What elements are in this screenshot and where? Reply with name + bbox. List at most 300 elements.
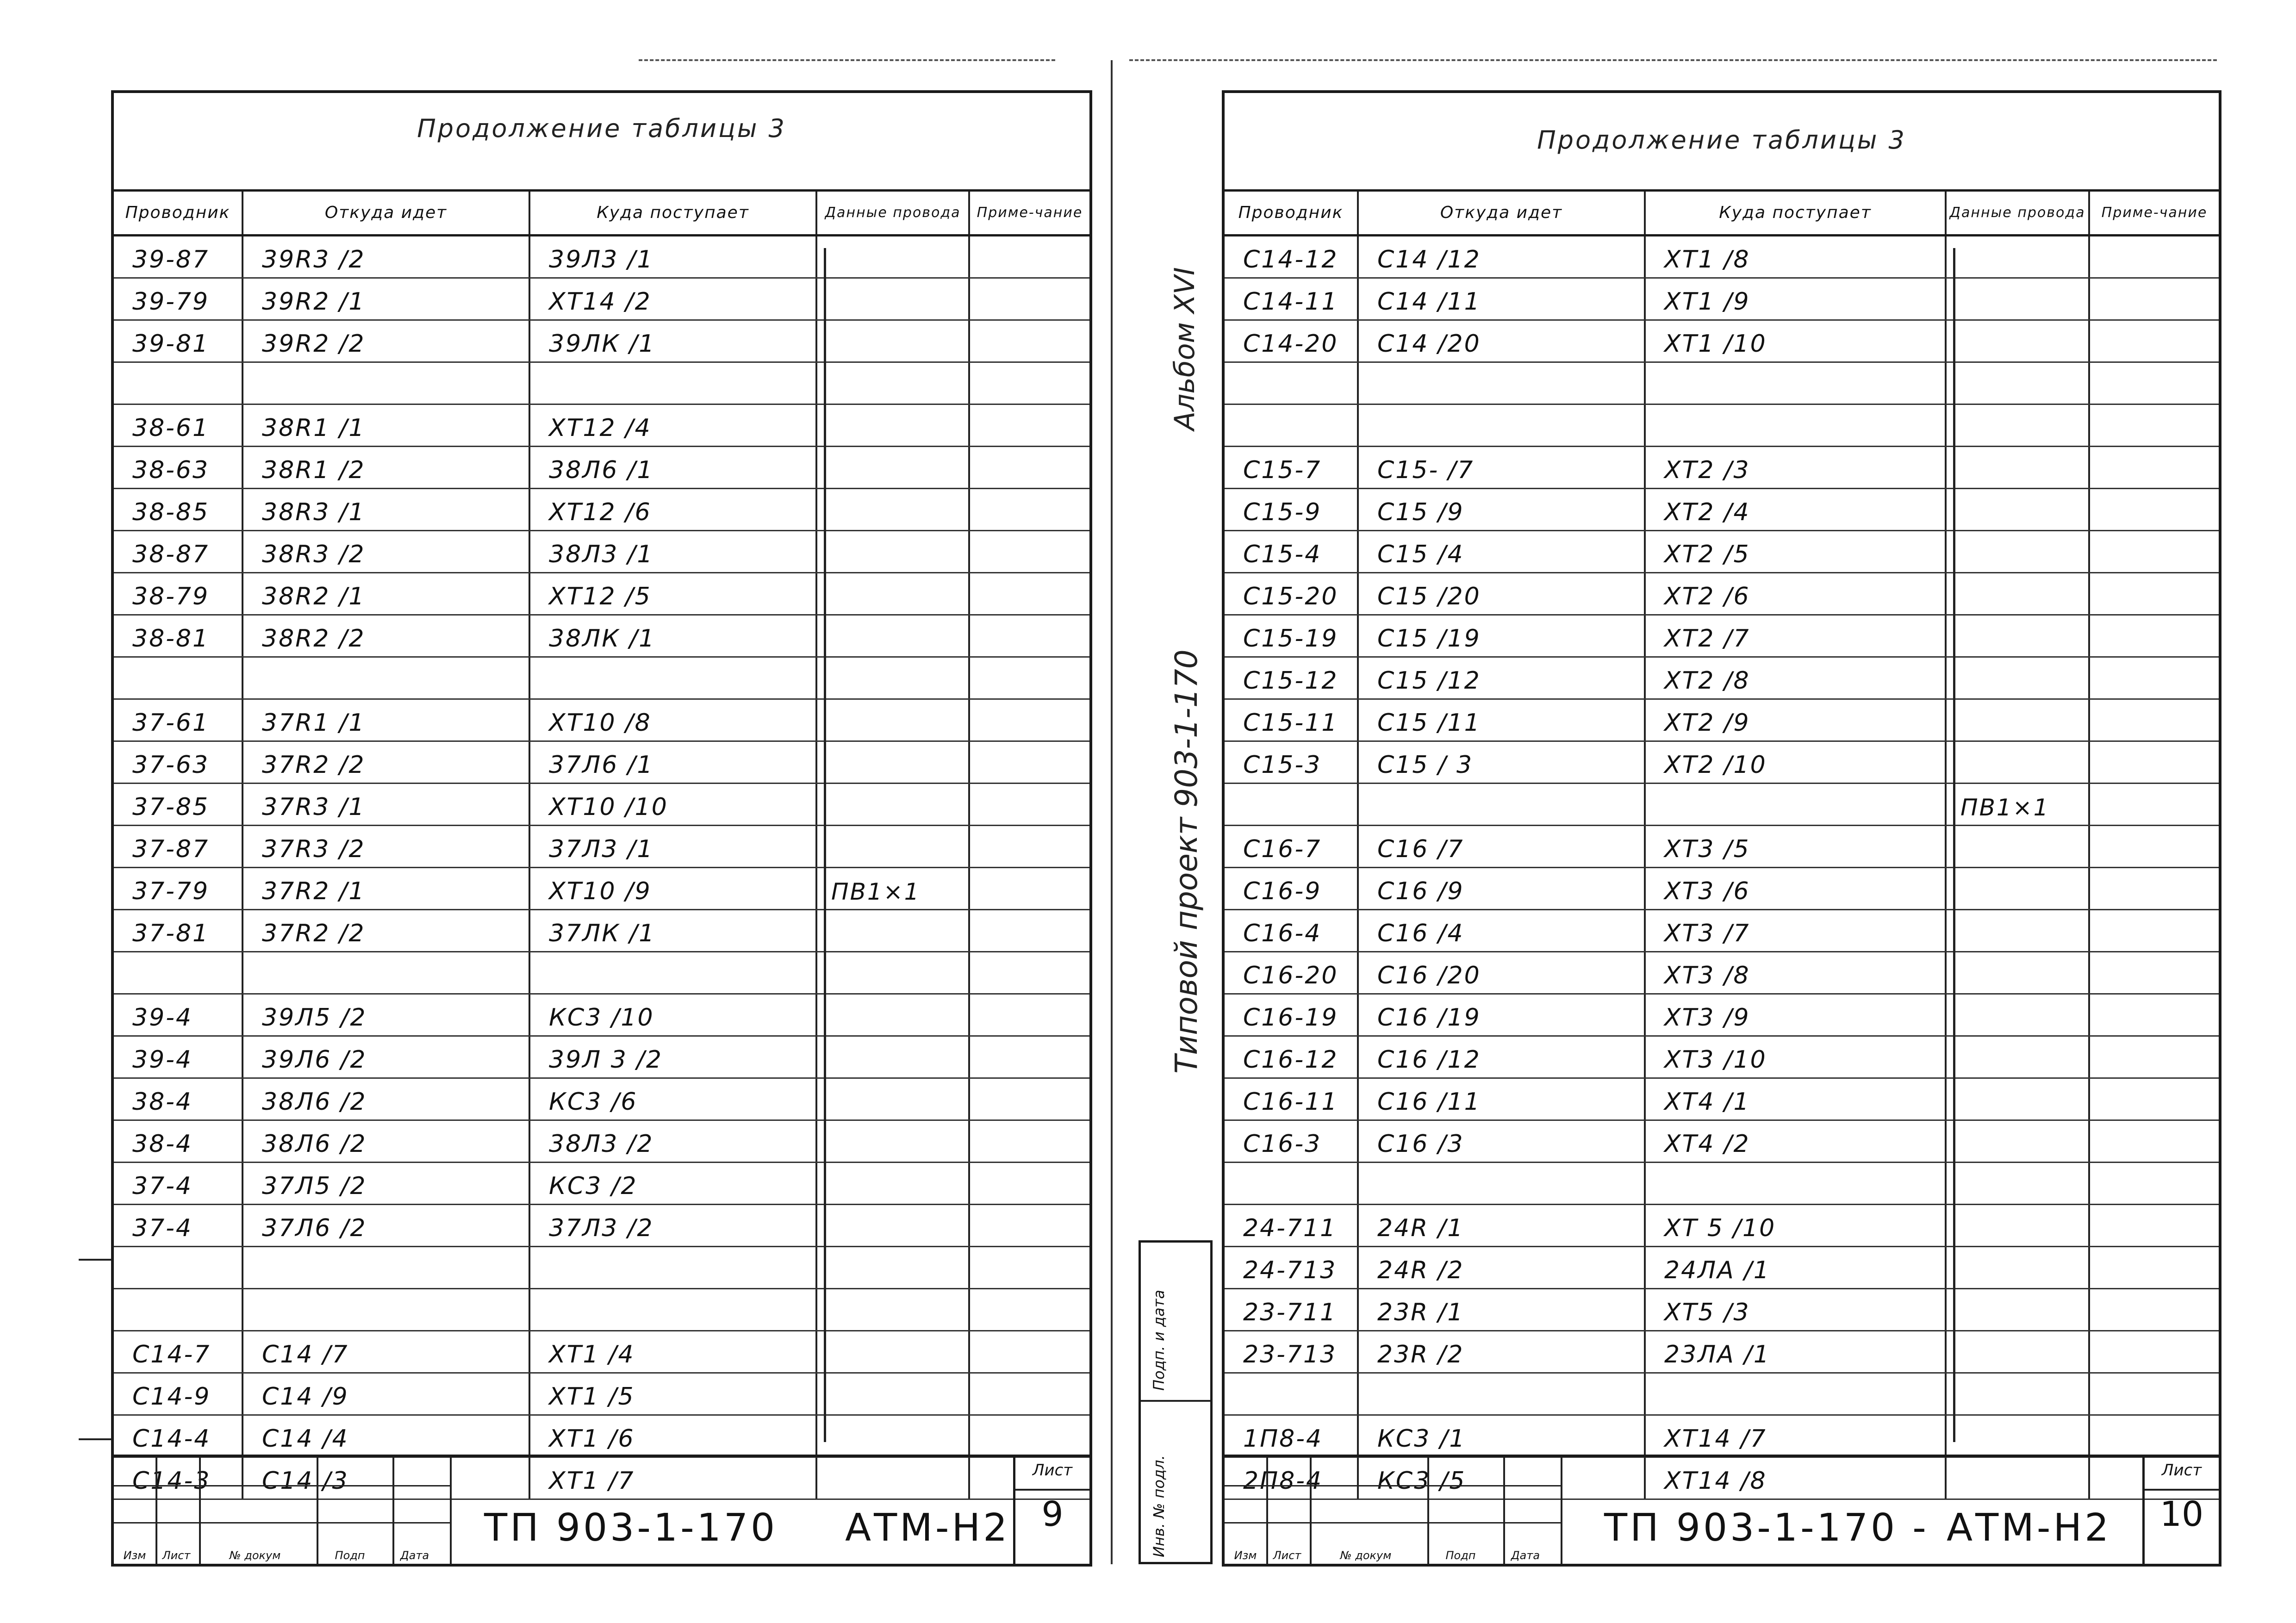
cell-to: ХТ12 /5	[530, 573, 817, 614]
stamp-label: Подп	[335, 1549, 365, 1562]
cell-from: С16 /19	[1359, 995, 1646, 1035]
cell-from: 39Л6 /2	[243, 1037, 530, 1077]
cell-from: 37Л6 /2	[243, 1205, 530, 1246]
document-code: АТМ-Н2	[845, 1506, 1010, 1550]
cell-from: С14 /7	[243, 1331, 530, 1372]
cell-from: 23R /2	[1359, 1331, 1646, 1372]
cell-to: 24ЛА /1	[1646, 1247, 1947, 1288]
page-fold-line	[1111, 60, 1113, 1564]
cell-note	[970, 826, 1089, 867]
header-wire: Проводник	[114, 192, 243, 234]
cell-wire-data	[1947, 1416, 2090, 1456]
cell-wire: 38-87	[114, 531, 243, 572]
cell-to: 37Л3 /1	[530, 826, 817, 867]
cell-to: ХТ1 /7	[530, 1458, 817, 1499]
cell-from	[1359, 1163, 1646, 1204]
cell-from	[1359, 363, 1646, 404]
sheet-number-box	[1013, 1457, 1089, 1564]
table-row	[1225, 447, 2219, 489]
table-row	[114, 1374, 1089, 1416]
cell-from	[243, 952, 530, 993]
cell-to: ХТ3 /7	[1646, 910, 1947, 951]
header-wire: Проводник	[1225, 192, 1359, 234]
cell-to: КС3 /10	[530, 995, 817, 1035]
stamp-label: Изм	[123, 1549, 146, 1562]
header-note: Приме-чание	[977, 205, 1083, 221]
cell-to: ХТ1 /9	[1646, 279, 1947, 319]
cell-from: С15 / 3	[1359, 742, 1646, 783]
cell-to: ХТ2 /6	[1646, 573, 1947, 614]
table-row	[114, 1163, 1089, 1205]
cell-from: КС3 /1	[1359, 1416, 1646, 1456]
table-row	[114, 826, 1089, 868]
cell-wire	[1225, 1374, 1359, 1414]
cell-to: ХТ1 /5	[530, 1374, 817, 1414]
cell-to: ХТ1 /10	[1646, 321, 1947, 361]
cell-from: 38Л6 /2	[243, 1079, 530, 1119]
stamp-label: № докум	[229, 1549, 281, 1562]
cell-from: С16 /9	[1359, 868, 1646, 909]
cell-wire-data	[817, 1374, 970, 1414]
cell-wire: 39-4	[114, 1037, 243, 1077]
cell-wire-data	[1947, 742, 2090, 783]
cell-from: С16 /12	[1359, 1037, 1646, 1077]
cell-wire: 39-87	[114, 236, 243, 277]
cell-wire: 37-81	[114, 910, 243, 951]
cell-from: 38R3 /2	[243, 531, 530, 572]
cell-from: 38R1 /2	[243, 447, 530, 488]
table-row	[114, 447, 1089, 489]
table-row	[114, 1121, 1089, 1163]
table-row	[114, 1205, 1089, 1247]
cell-wire-data	[1947, 616, 2090, 656]
cell-to: 38Л6 /1	[530, 447, 817, 488]
cell-to: КС3 /2	[530, 1163, 817, 1204]
cell-to: 39ЛК /1	[530, 321, 817, 361]
cell-wire-data	[817, 1205, 970, 1246]
cell-to	[530, 952, 817, 993]
cell-wire: С15-4	[1225, 531, 1359, 572]
cell-wire-data	[1947, 658, 2090, 698]
cell-wire-data	[1947, 952, 2090, 993]
table-row	[1225, 363, 2219, 405]
table-body	[114, 236, 1089, 1500]
cell-to	[1646, 405, 1947, 446]
cell-wire: 38-4	[114, 1079, 243, 1119]
cell-note	[970, 910, 1089, 951]
cell-to	[530, 1289, 817, 1330]
cell-note	[970, 868, 1089, 909]
cell-from	[243, 363, 530, 404]
cell-wire-data	[817, 658, 970, 698]
cell-from: 38R2 /2	[243, 616, 530, 656]
cell-wire-data	[817, 1079, 970, 1119]
cell-wire-data	[817, 784, 970, 825]
cell-wire-data	[1947, 1079, 2090, 1119]
cell-note	[970, 1374, 1089, 1414]
cell-from: С15 /4	[1359, 531, 1646, 572]
cell-note	[2090, 910, 2219, 951]
sheet-10	[1222, 90, 2221, 1567]
stamp-label: Лист	[1273, 1549, 1301, 1562]
table-row	[1225, 1289, 2219, 1331]
cell-wire-data	[817, 531, 970, 572]
cell-wire: 23-713	[1225, 1331, 1359, 1372]
table-row	[114, 236, 1089, 279]
cell-to: ХТ2 /9	[1646, 700, 1947, 740]
cell-from	[1359, 1374, 1646, 1414]
sheet-label: Лист	[1015, 1461, 1089, 1491]
cell-wire	[114, 952, 243, 993]
table-row	[1225, 236, 2219, 279]
cell-note	[2090, 447, 2219, 488]
revision-grid	[114, 1457, 452, 1564]
cell-wire-data	[1947, 573, 2090, 614]
cell-note	[970, 1037, 1089, 1077]
cell-wire-data	[817, 1331, 970, 1372]
cell-note	[2090, 700, 2219, 740]
cell-wire-data	[817, 363, 970, 404]
cell-wire-data	[1947, 363, 2090, 404]
table-row	[1225, 573, 2219, 616]
cell-from	[1359, 405, 1646, 446]
cell-from: 39R2 /2	[243, 321, 530, 361]
cell-wire: С14-3	[114, 1458, 243, 1499]
cell-note	[970, 1079, 1089, 1119]
cell-note	[970, 742, 1089, 783]
cell-note	[2090, 742, 2219, 783]
cell-to: ХТ4 /1	[1646, 1079, 1947, 1119]
cell-wire-data	[1947, 910, 2090, 951]
cell-wire: С16-3	[1225, 1121, 1359, 1162]
cell-wire-data	[1947, 1121, 2090, 1162]
cell-note	[2090, 279, 2219, 319]
cell-to: ХТ5 /3	[1646, 1289, 1947, 1330]
stamp-label: Подп	[1445, 1549, 1476, 1562]
header-note: Приме-чание	[2101, 205, 2208, 221]
cell-wire: 37-61	[114, 700, 243, 740]
cell-wire: 2П8-4	[1225, 1458, 1359, 1499]
cell-from: С14 /4	[243, 1416, 530, 1456]
table-row	[114, 1037, 1089, 1079]
cell-from: 37R1 /1	[243, 700, 530, 740]
cell-note	[970, 447, 1089, 488]
cell-wire: 37-63	[114, 742, 243, 783]
cell-note	[970, 1121, 1089, 1162]
stamp-label: Лист	[162, 1549, 191, 1562]
cell-note	[2090, 321, 2219, 361]
cell-to: ХТ14 /2	[530, 279, 817, 319]
cell-wire	[1225, 784, 1359, 825]
cell-to: ХТ 5 /10	[1646, 1205, 1947, 1246]
stamp-label: Дата	[1511, 1549, 1540, 1562]
cell-to: ХТ14 /8	[1646, 1458, 1947, 1499]
table-header	[1225, 192, 2219, 236]
cell-to	[1646, 1163, 1947, 1204]
document-designation: ТП 903-1-170 -	[1604, 1506, 1929, 1550]
cell-wire: С15-3	[1225, 742, 1359, 783]
cell-wire: С16-7	[1225, 826, 1359, 867]
stamp-label: № докум	[1340, 1549, 1392, 1562]
table-row	[1225, 1374, 2219, 1416]
cell-note	[970, 700, 1089, 740]
album-caption: Альбом XVI	[1169, 267, 1201, 430]
cell-wire: С15-7	[1225, 447, 1359, 488]
table-row	[114, 531, 1089, 573]
cell-wire-data	[1947, 826, 2090, 867]
cell-from: С15- /7	[1359, 447, 1646, 488]
table-row	[1225, 616, 2219, 658]
cell-wire: 38-61	[114, 405, 243, 446]
cell-note	[970, 1331, 1089, 1372]
cell-to: ХТ12 /6	[530, 489, 817, 530]
cell-to: ХТ10 /10	[530, 784, 817, 825]
cell-wire-data	[1947, 995, 2090, 1035]
cell-from	[243, 658, 530, 698]
cell-note	[2090, 363, 2219, 404]
cell-wire: С16-20	[1225, 952, 1359, 993]
cell-note	[970, 995, 1089, 1035]
cell-from: С14 /12	[1359, 236, 1646, 277]
cell-from: С16 /11	[1359, 1079, 1646, 1119]
header-wire-data: Данные провода	[817, 192, 970, 234]
cell-to: ХТ14 /7	[1646, 1416, 1947, 1456]
cell-wire-data	[1947, 236, 2090, 277]
cell-to	[1646, 363, 1947, 404]
table-row	[114, 910, 1089, 952]
cell-wire	[114, 1289, 243, 1330]
table-row	[1225, 321, 2219, 363]
strip-label-inv-number: Инв. № подл.	[1150, 1455, 1168, 1557]
cell-wire: С15-19	[1225, 616, 1359, 656]
cell-wire: 39-4	[114, 995, 243, 1035]
stamp-label: Дата	[400, 1549, 429, 1562]
cell-from: С16 /7	[1359, 826, 1646, 867]
cell-note	[970, 952, 1089, 993]
table-row	[1225, 1247, 2219, 1289]
cell-to	[1646, 1374, 1947, 1414]
table-row	[114, 363, 1089, 405]
cell-to: ХТ3 /6	[1646, 868, 1947, 909]
cell-wire: С15-9	[1225, 489, 1359, 530]
sheet-label: Лист	[2145, 1461, 2219, 1491]
cell-wire-data	[1947, 1163, 2090, 1204]
table-header	[114, 192, 1089, 236]
cell-note	[970, 573, 1089, 614]
cell-note	[2090, 995, 2219, 1035]
cell-to: ХТ2 /3	[1646, 447, 1947, 488]
cell-note	[2090, 1247, 2219, 1288]
cell-to: 37Л3 /2	[530, 1205, 817, 1246]
cell-to: ХТ2 /5	[1646, 531, 1947, 572]
cell-to: ХТ1 /4	[530, 1331, 817, 1372]
table-row	[114, 1289, 1089, 1331]
cell-note	[2090, 1374, 2219, 1414]
cell-wire-data	[817, 1247, 970, 1288]
cell-to: ХТ10 /9	[530, 868, 817, 909]
cell-note	[970, 1205, 1089, 1246]
cell-wire-data	[1947, 531, 2090, 572]
cell-wire-data	[817, 489, 970, 530]
cell-wire: 37-85	[114, 784, 243, 825]
cell-note	[2090, 531, 2219, 572]
cell-to: 38Л3 /2	[530, 1121, 817, 1162]
cell-from: С15 /9	[1359, 489, 1646, 530]
table-row	[1225, 868, 2219, 910]
cell-from	[243, 1247, 530, 1288]
cell-to: ХТ4 /2	[1646, 1121, 1947, 1162]
cell-to: ХТ2 /4	[1646, 489, 1947, 530]
cell-note	[970, 616, 1089, 656]
cell-note	[970, 489, 1089, 530]
cell-wire-data	[1947, 447, 2090, 488]
cell-from: 24R /1	[1359, 1205, 1646, 1246]
cell-note	[2090, 1289, 2219, 1330]
cell-to: ХТ2 /8	[1646, 658, 1947, 698]
cell-note	[970, 1289, 1089, 1330]
cell-note	[2090, 1037, 2219, 1077]
cell-wire: 38-81	[114, 616, 243, 656]
sheet-number: 9	[1041, 1494, 1064, 1534]
cell-wire-data	[817, 279, 970, 319]
table-row	[114, 1247, 1089, 1289]
cell-to: 39Л 3 /2	[530, 1037, 817, 1077]
cell-note	[2090, 1163, 2219, 1204]
cell-wire: С16-9	[1225, 868, 1359, 909]
sheet-number-box	[2142, 1457, 2219, 1564]
table-continuation-title: Продолжение таблицы 3	[1537, 125, 1906, 155]
cell-wire: С15-11	[1225, 700, 1359, 740]
cell-wire-data	[1947, 321, 2090, 361]
table-row	[114, 742, 1089, 784]
cell-wire-data	[817, 1416, 970, 1456]
cell-wire: С14-7	[114, 1331, 243, 1372]
header-to: Куда поступает	[530, 192, 817, 234]
cell-from: С16 /20	[1359, 952, 1646, 993]
table-row	[1225, 405, 2219, 447]
cell-wire: С16-19	[1225, 995, 1359, 1035]
cell-from: С14 /9	[243, 1374, 530, 1414]
cell-note	[2090, 784, 2219, 825]
cell-from: 38Л6 /2	[243, 1121, 530, 1162]
cell-wire: С16-11	[1225, 1079, 1359, 1119]
wire-data-label: ПВ1×1	[831, 878, 921, 905]
cell-note	[2090, 405, 2219, 446]
cell-wire: С14-11	[1225, 279, 1359, 319]
cell-from: КС3 /5	[1359, 1458, 1646, 1499]
cell-from: 38R2 /1	[243, 573, 530, 614]
cell-wire: 39-79	[114, 279, 243, 319]
table-body	[1225, 236, 2219, 1500]
table-row	[1225, 952, 2219, 995]
cell-wire	[1225, 405, 1359, 446]
cell-wire: 38-85	[114, 489, 243, 530]
stamp-labels	[1225, 1549, 1553, 1562]
cell-to: 23ЛА /1	[1646, 1331, 1947, 1372]
table-row	[1225, 1416, 2219, 1458]
cell-wire-data	[817, 447, 970, 488]
cell-wire-data	[1947, 868, 2090, 909]
cell-from: 39R3 /2	[243, 236, 530, 277]
cell-from: С15 /20	[1359, 573, 1646, 614]
cell-to: ХТ1 /8	[1646, 236, 1947, 277]
cell-wire: 38-4	[114, 1121, 243, 1162]
cell-wire: 37-4	[114, 1163, 243, 1204]
wire-data-label: ПВ1×1	[1960, 794, 2050, 821]
cell-wire-data	[1947, 405, 2090, 446]
cell-wire-data	[817, 236, 970, 277]
cell-wire: 23-711	[1225, 1289, 1359, 1330]
table-row	[1225, 1079, 2219, 1121]
data-brace	[824, 248, 829, 1442]
scan-dash-top-left	[639, 59, 1055, 61]
cell-from: С15 /11	[1359, 700, 1646, 740]
cell-from: 23R /1	[1359, 1289, 1646, 1330]
table-row	[1225, 1205, 2219, 1247]
cell-wire-data	[817, 742, 970, 783]
cell-note	[2090, 868, 2219, 909]
cell-to: ХТ1 /6	[530, 1416, 817, 1456]
table-row	[1225, 742, 2219, 784]
table-row	[1225, 784, 2219, 826]
cell-note	[2090, 1416, 2219, 1456]
cell-wire: С14-12	[1225, 236, 1359, 277]
wiring-table	[1225, 189, 2219, 1500]
cell-wire	[114, 363, 243, 404]
cell-to	[530, 363, 817, 404]
cell-wire-data	[817, 616, 970, 656]
revision-grid	[1225, 1457, 1562, 1564]
scan-dash-top-right	[1129, 59, 2217, 61]
table-row	[1225, 531, 2219, 573]
table-continuation-title: Продолжение таблицы 3	[417, 114, 786, 143]
cell-wire: 24-713	[1225, 1247, 1359, 1288]
cell-wire-data	[817, 826, 970, 867]
cell-from: 39Л5 /2	[243, 995, 530, 1035]
table-row	[114, 1331, 1089, 1374]
cell-to: 38Л3 /1	[530, 531, 817, 572]
cell-from: 37R2 /2	[243, 910, 530, 951]
cell-wire: С16-4	[1225, 910, 1359, 951]
cell-wire-data	[817, 910, 970, 951]
cell-from: 39R2 /1	[243, 279, 530, 319]
cell-wire-data	[817, 1289, 970, 1330]
table-row	[114, 700, 1089, 742]
table-row	[114, 405, 1089, 447]
cell-from: С15 /12	[1359, 658, 1646, 698]
cell-wire-data	[817, 405, 970, 446]
cell-note	[970, 784, 1089, 825]
title-block	[1225, 1455, 2219, 1564]
table-row	[1225, 1121, 2219, 1163]
cell-wire-data	[1947, 1205, 2090, 1246]
cell-from: 37R3 /1	[243, 784, 530, 825]
margin-tick	[79, 1438, 111, 1440]
cell-to	[530, 658, 817, 698]
cell-note	[2090, 1121, 2219, 1162]
cell-from: 38R3 /1	[243, 489, 530, 530]
cell-wire	[114, 1247, 243, 1288]
document-code: АТМ-Н2	[1947, 1506, 2112, 1550]
table-row	[1225, 489, 2219, 531]
cell-wire: 37-4	[114, 1205, 243, 1246]
table-row	[114, 658, 1089, 700]
table-row	[1225, 910, 2219, 952]
cell-note	[2090, 1079, 2219, 1119]
cell-wire	[1225, 363, 1359, 404]
table-row	[1225, 995, 2219, 1037]
cell-to	[1646, 784, 1947, 825]
